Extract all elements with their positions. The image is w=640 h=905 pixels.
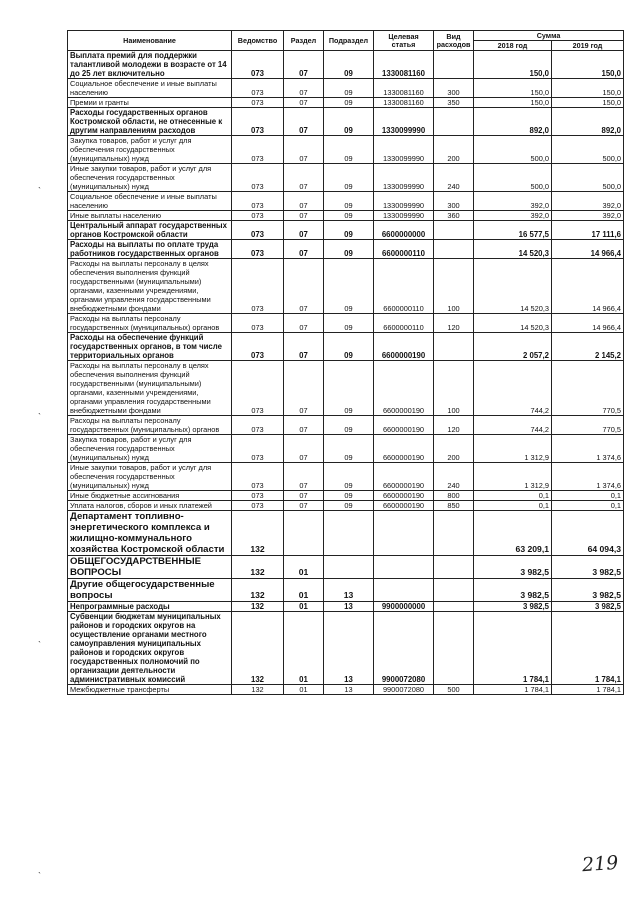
cell-podrazdel: 09 xyxy=(324,79,374,98)
cell-2019: 770,5 xyxy=(552,416,624,435)
cell-vid: 120 xyxy=(434,416,474,435)
cell-razdel: 07 xyxy=(284,259,324,314)
cell-2019: 64 094,3 xyxy=(552,511,624,556)
cell-name: ОБЩЕГОСУДАРСТВЕННЫЕ ВОПРОСЫ xyxy=(68,556,232,579)
cell-vedomstvo: 073 xyxy=(232,192,284,211)
cell-target: 6600000190 xyxy=(374,435,434,463)
cell-vid xyxy=(434,221,474,240)
cell-2018: 500,0 xyxy=(474,136,552,164)
cell-2019: 0,1 xyxy=(552,501,624,511)
cell-name: Выплата премий для поддержки талантливой молодежи в возрасте от 14 до 25 лет включительно xyxy=(68,51,232,79)
cell-name: Другие общегосударственные вопросы xyxy=(68,579,232,602)
cell-name: Субвенции бюджетам муниципальных районов и городских округов на осуществление органами местного самоуправления муниципальных районов и городских округов государственных полномочий по организации деятельности административных комиссий xyxy=(68,612,232,685)
cell-name: Иные закупки товаров, работ и услуг для обеспечения государственных (муниципальных) нужд xyxy=(68,164,232,192)
cell-2018: 2 057,2 xyxy=(474,333,552,361)
cell-podrazdel: 09 xyxy=(324,211,374,221)
cell-2019: 1 374,6 xyxy=(552,463,624,491)
cell-razdel: 07 xyxy=(284,51,324,79)
table-row xyxy=(68,333,624,361)
cell-razdel: 07 xyxy=(284,416,324,435)
cell-target: 1330081160 xyxy=(374,98,434,108)
table-row xyxy=(68,463,624,491)
cell-target: 6600000190 xyxy=(374,416,434,435)
cell-2019: 1 784,1 xyxy=(552,612,624,685)
cell-2019: 150,0 xyxy=(552,51,624,79)
cell-2018: 0,1 xyxy=(474,491,552,501)
cell-target xyxy=(374,579,434,602)
cell-target: 6600000110 xyxy=(374,314,434,333)
cell-razdel: 07 xyxy=(284,501,324,511)
cell-target: 1330099990 xyxy=(374,164,434,192)
cell-target xyxy=(374,556,434,579)
cell-2019: 3 982,5 xyxy=(552,556,624,579)
cell-vid: 360 xyxy=(434,211,474,221)
cell-2019: 392,0 xyxy=(552,192,624,211)
cell-razdel: 07 xyxy=(284,240,324,259)
cell-2018: 1 784,1 xyxy=(474,612,552,685)
cell-vedomstvo: 073 xyxy=(232,463,284,491)
cell-podrazdel: 09 xyxy=(324,164,374,192)
cell-2018: 0,1 xyxy=(474,501,552,511)
cell-target: 9900072080 xyxy=(374,612,434,685)
cell-vedomstvo: 073 xyxy=(232,98,284,108)
cell-2018: 3 982,5 xyxy=(474,579,552,602)
col-header-summa: Сумма xyxy=(474,31,624,41)
cell-vid: 500 xyxy=(434,685,474,695)
cell-2018: 63 209,1 xyxy=(474,511,552,556)
cell-vedomstvo: 132 xyxy=(232,579,284,602)
cell-2019: 14 966,4 xyxy=(552,240,624,259)
cell-vid: 240 xyxy=(434,164,474,192)
cell-vedomstvo: 073 xyxy=(232,435,284,463)
cell-vedomstvo: 073 xyxy=(232,51,284,79)
cell-vid xyxy=(434,51,474,79)
cell-razdel: 07 xyxy=(284,136,324,164)
cell-razdel: 07 xyxy=(284,211,324,221)
col-header-razdel: Раздел xyxy=(284,31,324,51)
cell-podrazdel: 09 xyxy=(324,240,374,259)
page-number: 219 xyxy=(581,851,619,877)
cell-razdel: 07 xyxy=(284,333,324,361)
cell-vedomstvo: 073 xyxy=(232,240,284,259)
cell-vid xyxy=(434,333,474,361)
cell-vid: 200 xyxy=(434,435,474,463)
cell-vedomstvo: 073 xyxy=(232,221,284,240)
table-body xyxy=(68,51,624,695)
cell-target: 6600000190 xyxy=(374,361,434,416)
cell-2019: 150,0 xyxy=(552,98,624,108)
table-row xyxy=(68,602,624,612)
cell-2018: 392,0 xyxy=(474,192,552,211)
cell-2018: 500,0 xyxy=(474,164,552,192)
col-header-target: Целевая статья xyxy=(374,31,434,51)
cell-name: Социальное обеспечение и иные выплаты населению xyxy=(68,192,232,211)
cell-target: 1330099990 xyxy=(374,192,434,211)
cell-vid xyxy=(434,612,474,685)
cell-name: Расходы на выплаты персоналу государственных (муниципальных) органов xyxy=(68,314,232,333)
cell-podrazdel: 09 xyxy=(324,435,374,463)
cell-vid xyxy=(434,240,474,259)
table-row xyxy=(68,211,624,221)
table-row xyxy=(68,221,624,240)
cell-2019: 892,0 xyxy=(552,108,624,136)
cell-razdel: 07 xyxy=(284,98,324,108)
cell-name: Расходы на выплаты по оплате труда работников государственных органов xyxy=(68,240,232,259)
cell-target: 6600000190 xyxy=(374,491,434,501)
cell-name: Иные бюджетные ассигнования xyxy=(68,491,232,501)
cell-podrazdel: 09 xyxy=(324,136,374,164)
cell-vid xyxy=(434,108,474,136)
cell-2019: 3 982,5 xyxy=(552,579,624,602)
cell-name: Иные закупки товаров, работ и услуг для обеспечения государственных (муниципальных) нужд xyxy=(68,463,232,491)
table-row xyxy=(68,491,624,501)
cell-vedomstvo: 132 xyxy=(232,556,284,579)
cell-vid: 300 xyxy=(434,79,474,98)
table-row xyxy=(68,416,624,435)
cell-2018: 744,2 xyxy=(474,361,552,416)
cell-podrazdel: 09 xyxy=(324,501,374,511)
table-row xyxy=(68,98,624,108)
cell-vid: 350 xyxy=(434,98,474,108)
table-row xyxy=(68,79,624,98)
cell-razdel: 07 xyxy=(284,108,324,136)
col-header-2019: 2019 год xyxy=(552,41,624,51)
table-header xyxy=(68,31,624,51)
cell-vid: 120 xyxy=(434,314,474,333)
cell-podrazdel: 09 xyxy=(324,333,374,361)
cell-2018: 892,0 xyxy=(474,108,552,136)
col-header-vid: Вид расходов xyxy=(434,31,474,51)
margin-tick: ` xyxy=(38,871,41,881)
cell-2018: 14 520,3 xyxy=(474,259,552,314)
cell-razdel xyxy=(284,511,324,556)
margin-tick: ` xyxy=(38,412,41,422)
cell-name: Расходы на выплаты персоналу государственных (муниципальных) органов xyxy=(68,416,232,435)
cell-name: Расходы государственных органов Костромской области, не отнесенные к другим направлениям расходов xyxy=(68,108,232,136)
cell-podrazdel xyxy=(324,556,374,579)
cell-name: Иные выплаты населению xyxy=(68,211,232,221)
cell-podrazdel xyxy=(324,511,374,556)
cell-vedomstvo: 073 xyxy=(232,491,284,501)
table-row xyxy=(68,51,624,79)
cell-vedomstvo: 073 xyxy=(232,211,284,221)
cell-podrazdel: 13 xyxy=(324,612,374,685)
cell-vedomstvo: 073 xyxy=(232,136,284,164)
cell-target xyxy=(374,511,434,556)
cell-razdel: 01 xyxy=(284,685,324,695)
cell-name: Расходы на обеспечение функций государственных органов, в том числе территориальных органов xyxy=(68,333,232,361)
cell-name: Закупка товаров, работ и услуг для обеспечения государственных (муниципальных) нужд xyxy=(68,435,232,463)
table-row xyxy=(68,108,624,136)
cell-razdel: 07 xyxy=(284,221,324,240)
cell-vedomstvo: 073 xyxy=(232,501,284,511)
cell-podrazdel: 09 xyxy=(324,416,374,435)
margin-tick: ` xyxy=(38,640,41,650)
cell-2018: 1 784,1 xyxy=(474,685,552,695)
cell-2018: 392,0 xyxy=(474,211,552,221)
cell-2018: 3 982,5 xyxy=(474,556,552,579)
cell-2019: 150,0 xyxy=(552,79,624,98)
cell-podrazdel: 09 xyxy=(324,491,374,501)
cell-target: 1330081160 xyxy=(374,79,434,98)
cell-vedomstvo: 132 xyxy=(232,602,284,612)
table-row xyxy=(68,556,624,579)
cell-podrazdel: 13 xyxy=(324,579,374,602)
cell-podrazdel: 09 xyxy=(324,314,374,333)
cell-razdel: 01 xyxy=(284,612,324,685)
cell-razdel: 07 xyxy=(284,79,324,98)
cell-razdel: 07 xyxy=(284,192,324,211)
cell-podrazdel: 09 xyxy=(324,192,374,211)
table-row xyxy=(68,361,624,416)
col-header-2018: 2018 год xyxy=(474,41,552,51)
cell-vedomstvo: 073 xyxy=(232,259,284,314)
cell-vid: 300 xyxy=(434,192,474,211)
cell-name: Закупка товаров, работ и услуг для обеспечения государственных (муниципальных) нужд xyxy=(68,136,232,164)
cell-vedomstvo: 073 xyxy=(232,416,284,435)
cell-vedomstvo: 132 xyxy=(232,685,284,695)
cell-2019: 500,0 xyxy=(552,136,624,164)
cell-target: 1330099990 xyxy=(374,136,434,164)
cell-vedomstvo: 132 xyxy=(232,612,284,685)
table-row xyxy=(68,612,624,685)
table-row xyxy=(68,511,624,556)
cell-2019: 3 982,5 xyxy=(552,602,624,612)
cell-2019: 14 966,4 xyxy=(552,259,624,314)
table-row xyxy=(68,685,624,695)
cell-name: Премии и гранты xyxy=(68,98,232,108)
col-header-podrazdel: Подраздел xyxy=(324,31,374,51)
cell-vid: 800 xyxy=(434,491,474,501)
cell-name: Непрограммные расходы xyxy=(68,602,232,612)
cell-vid xyxy=(434,556,474,579)
cell-2018: 1 312,9 xyxy=(474,463,552,491)
cell-vedomstvo: 073 xyxy=(232,79,284,98)
cell-name: Социальное обеспечение и иные выплаты населению xyxy=(68,79,232,98)
table-row xyxy=(68,314,624,333)
cell-vedomstvo: 073 xyxy=(232,314,284,333)
cell-2019: 14 966,4 xyxy=(552,314,624,333)
cell-vid xyxy=(434,602,474,612)
cell-2018: 150,0 xyxy=(474,51,552,79)
cell-2019: 392,0 xyxy=(552,211,624,221)
cell-vid: 100 xyxy=(434,361,474,416)
cell-podrazdel: 13 xyxy=(324,602,374,612)
col-header-name: Наименование xyxy=(68,31,232,51)
cell-podrazdel: 09 xyxy=(324,98,374,108)
margin-tick: ` xyxy=(38,186,41,196)
cell-target: 9900072080 xyxy=(374,685,434,695)
table-row xyxy=(68,136,624,164)
cell-2018: 16 577,5 xyxy=(474,221,552,240)
table-row xyxy=(68,192,624,211)
cell-vid xyxy=(434,579,474,602)
cell-vid: 200 xyxy=(434,136,474,164)
cell-razdel: 01 xyxy=(284,602,324,612)
cell-vid: 240 xyxy=(434,463,474,491)
cell-target: 1330099990 xyxy=(374,211,434,221)
cell-name: Межбюджетные трансферты xyxy=(68,685,232,695)
cell-podrazdel: 09 xyxy=(324,221,374,240)
cell-2019: 1 784,1 xyxy=(552,685,624,695)
cell-2019: 17 111,6 xyxy=(552,221,624,240)
cell-target: 6600000000 xyxy=(374,221,434,240)
table-row xyxy=(68,435,624,463)
cell-razdel: 01 xyxy=(284,579,324,602)
cell-razdel: 07 xyxy=(284,314,324,333)
cell-vid xyxy=(434,511,474,556)
cell-target: 6600000110 xyxy=(374,240,434,259)
cell-2018: 150,0 xyxy=(474,79,552,98)
cell-2018: 1 312,9 xyxy=(474,435,552,463)
table-row xyxy=(68,240,624,259)
cell-target: 9900000000 xyxy=(374,602,434,612)
cell-vedomstvo: 073 xyxy=(232,164,284,192)
cell-target: 6600000190 xyxy=(374,463,434,491)
cell-podrazdel: 13 xyxy=(324,685,374,695)
cell-vedomstvo: 073 xyxy=(232,333,284,361)
table-row xyxy=(68,579,624,602)
cell-name: Расходы на выплаты персоналу в целях обеспечения выполнения функций государственными (муниципальными) органами, казенными учреждениями, органами управления государственными внебюджетными фондами xyxy=(68,259,232,314)
cell-razdel: 07 xyxy=(284,491,324,501)
cell-name: Расходы на выплаты персоналу в целях обеспечения выполнения функций государственными (муниципальными) органами, казенными учреждениями, органами управления государственными внебюджетными фондами xyxy=(68,361,232,416)
cell-razdel: 07 xyxy=(284,361,324,416)
cell-razdel: 01 xyxy=(284,556,324,579)
cell-podrazdel: 09 xyxy=(324,108,374,136)
cell-vid: 850 xyxy=(434,501,474,511)
cell-2019: 1 374,6 xyxy=(552,435,624,463)
table-row xyxy=(68,164,624,192)
cell-razdel: 07 xyxy=(284,435,324,463)
cell-2018: 14 520,3 xyxy=(474,314,552,333)
cell-2018: 14 520,3 xyxy=(474,240,552,259)
table-row xyxy=(68,501,624,511)
cell-podrazdel: 09 xyxy=(324,361,374,416)
cell-2018: 744,2 xyxy=(474,416,552,435)
cell-podrazdel: 09 xyxy=(324,463,374,491)
col-header-vedomstvo: Ведомство xyxy=(232,31,284,51)
cell-2019: 2 145,2 xyxy=(552,333,624,361)
cell-target: 6600000190 xyxy=(374,333,434,361)
cell-vedomstvo: 073 xyxy=(232,361,284,416)
cell-target: 6600000190 xyxy=(374,501,434,511)
cell-name: Уплата налогов, сборов и иных платежей xyxy=(68,501,232,511)
cell-podrazdel: 09 xyxy=(324,259,374,314)
cell-2019: 0,1 xyxy=(552,491,624,501)
cell-2019: 770,5 xyxy=(552,361,624,416)
cell-2019: 500,0 xyxy=(552,164,624,192)
cell-vedomstvo: 132 xyxy=(232,511,284,556)
cell-razdel: 07 xyxy=(284,164,324,192)
budget-table xyxy=(67,30,624,695)
table-row xyxy=(68,259,624,314)
cell-2018: 150,0 xyxy=(474,98,552,108)
cell-name: Центральный аппарат государственных органов Костромской области xyxy=(68,221,232,240)
cell-podrazdel: 09 xyxy=(324,51,374,79)
cell-razdel: 07 xyxy=(284,463,324,491)
cell-vid: 100 xyxy=(434,259,474,314)
cell-2018: 3 982,5 xyxy=(474,602,552,612)
cell-target: 1330081160 xyxy=(374,51,434,79)
cell-target: 6600000110 xyxy=(374,259,434,314)
cell-target: 1330099990 xyxy=(374,108,434,136)
cell-vedomstvo: 073 xyxy=(232,108,284,136)
cell-name: Департамент топливно-энергетического комплекса и жилищно-коммунального хозяйства Костромской области xyxy=(68,511,232,556)
